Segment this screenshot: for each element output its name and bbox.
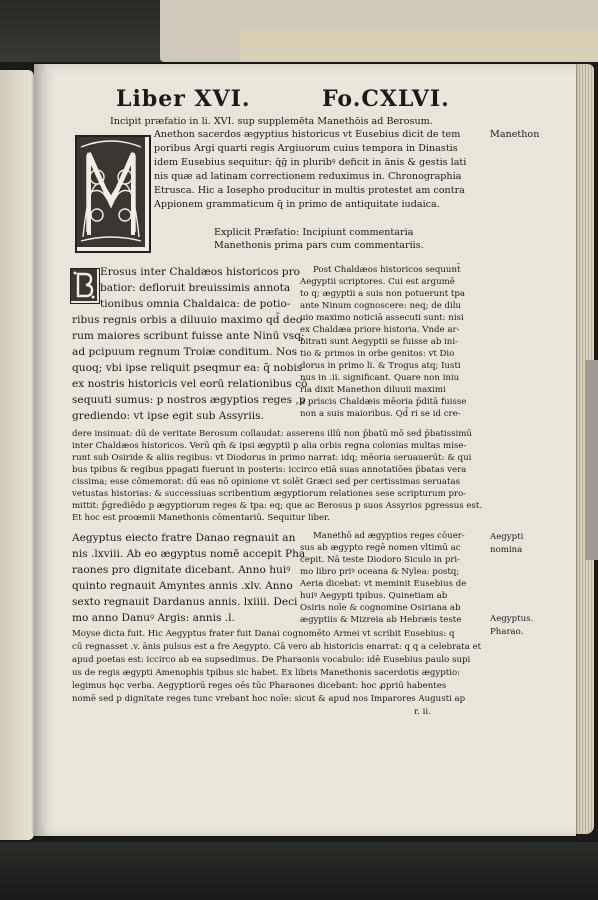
main-right-line: non a suis maioribus. Qd̄ ri se id cre-: [300, 409, 461, 419]
main-left-line: Erosus inter Chaldæos historicos pro: [100, 266, 301, 278]
commentary-line: bus tpibus & regibus ppagati fuerunt in posteris: iccirco etiā suas annotatiōes p̄batas vera: [72, 465, 467, 475]
initial-m-icon: [77, 137, 145, 247]
main-left-line: tionibus omnia Chaldaica: de potio-: [100, 298, 291, 310]
section2-left-line: sexto regnauit Dardanus annis. lxiiii. Deci: [72, 596, 298, 608]
commentary-line: vetustas historias: & successiuas scribentium ægyptiorum relationes sese scripturum pro-: [72, 489, 467, 499]
preface-line: Appionem grammaticum q̄ in primo de antiquitate iudaica.: [154, 199, 440, 210]
main-right-line: dorus in primo li. & Trogus atq; Iusti: [300, 361, 461, 371]
main-right-line: to q; ægyptii a suis non potuerunt tpa: [300, 289, 465, 299]
margin-note-nomina: nomina: [490, 545, 523, 555]
main-right-line: bitrati sunt Aegyptii se fuisse ab ini-: [300, 337, 458, 347]
main-left-line: sequuti sumus: p nostros ægyptios reges ,p: [72, 394, 306, 406]
main-left-line: grediendo: vt ipse egit sub Assyriis.: [72, 410, 264, 422]
margin-note-aegypti: Aegypti: [490, 532, 524, 542]
folio-number: Fo.CXLVI.: [322, 86, 450, 112]
section2-right-line: Aeria dicebat: vt meminit Eusebius de: [300, 579, 467, 589]
main-left-line: quoq; vbi ipse reliquit pseqmur ea: q̄ nobis: [72, 362, 303, 374]
section2-right-line: huiꝰ Aegypti tpibus. Quinetiam ab: [300, 591, 448, 601]
main-left-line: ad pcipuum regnum Troiæ conditum. Nos: [72, 346, 298, 358]
main-right-line: ex Chaldæa priore historia. Vnde ar-: [300, 325, 460, 335]
main-right-line: uio maximo noticiā assecuti sunt: nisi: [300, 313, 464, 323]
preface-line: Incipit præfatio in li. XVI. sup supplemēta Manethōis ad Berosum.: [110, 116, 433, 127]
section2-left-line: Aegyptus eiecto fratre Danao regnauit an: [72, 532, 296, 544]
commentary-line: mittit: p̄grediēdo p ægyptiorum reges & tpa: eq; que ac Berosus p suos Assyrios pgressus est.: [72, 501, 483, 511]
section2-right-line: ægyptiis & Mizreia ab Hebræis teste: [300, 615, 462, 625]
margin-note-manethon: Manethon: [490, 129, 540, 140]
main-right-line: Post Chaldæos historicos sequunt̄: [313, 265, 461, 275]
preface-line: Anethon sacerdos ægyptius historicus vt Eusebius dicit de tem: [154, 129, 461, 140]
final-line: legimus hęc verba. Aegyptiorū reges oēs tūc Pharaones dicebant: hoc ꝓpriū habentes: [72, 681, 447, 691]
preface-line: poribus Argi quarti regis Argiuorum cuius tempora in Dinastis: [154, 143, 458, 154]
final-line: cū regnasset .v. ānis pulsus est a fre Aegypto. Cā vero ab historicis enarrat: q q a celebrata et: [72, 642, 482, 652]
main-left-line: batior: defloruit breuissimis annota: [100, 282, 291, 294]
section2-right-line: mo libro priꝰ oceana & Nylea: postq;: [300, 567, 460, 577]
explicit-line: Manethonis prima pars cum commentariis.: [214, 240, 424, 251]
section2-left-line: nis .lxviii. Ab eo ægyptus nomē accepit Pha: [72, 548, 306, 560]
final-line: apud poetas est: iccirco ab ea supsedimus. De Pharaonis vocabulo: idē Eusebius paulo supi: [72, 655, 471, 665]
commentary-line: cissima; esse cōmemorat: dū eas nō opinione vt solēt Græci sed per certissimas seruatas: [72, 477, 460, 487]
section2-right-line: cepit. Nā teste Diodoro Siculo in pri-: [300, 555, 461, 565]
commentary-line: dere insinuat: dū de veritate Berosum collaudat: asserens illū non p̄batū mō sed p̄batissimū: [72, 429, 472, 439]
main-right-line: ante Ninum cognoscere: neq; de dilu: [300, 301, 462, 311]
section2-right-line: sus ab ægypto regē nomen vltimū ac: [300, 543, 461, 553]
main-right-line: a priscis Chaldæis mēoria p̄ditā fuisse: [300, 397, 467, 407]
main-left-line: ribus regnis orbis a diluuio maximo qd̄ deo: [72, 314, 303, 326]
section2-right-line: Osiris noīe & cognomine Osiriana ab: [300, 603, 461, 613]
main-right-line: tio & primos in orbe genitos: vt Dio: [300, 349, 455, 359]
margin-note-pharao: Pharao.: [490, 627, 524, 637]
section2-left-line: quinto regnauit Amyntes annis .xlv. Anno: [72, 580, 293, 592]
explicit-line: Explicit Præfatio: Incipiunt commentaria: [214, 227, 414, 238]
left-page-edge: [0, 70, 34, 840]
commentary-line: runt sub Osiride & aliis regibus: vt Diodorus in primo narrat: idq; mēoria seruauerūt: & qui: [72, 453, 472, 463]
backdrop-bottom: [0, 842, 598, 900]
commentary-line: Et hoc est proœmii Manethonis cōmentariū. Sequitur liber.: [72, 513, 330, 523]
signature-mark: r. ii.: [414, 707, 431, 717]
color-ruler: [585, 360, 598, 560]
main-right-line: Aegyptii scriptores. Cui est argumē: [300, 277, 455, 287]
section2-right-line: Manethō ad ægyptios reges cōuer-: [313, 531, 465, 541]
final-line: nomē sed p dignitate reges tunc vrebant hoc noīe: sicut & apud nos Imparores Augusti ap: [72, 694, 466, 704]
main-left-line: ex nostris historicis vel eorū relationibus cō: [72, 378, 308, 390]
decorated-initial-b: [70, 268, 100, 304]
section2-left-line: mo anno Danuꝰ Argis: annis .l.: [72, 612, 235, 624]
commentary-line: inter Chaldæos historicos. Verū qm̄ & ipsi ægyptii p alia orbis regna colonias multas mise-: [72, 441, 467, 451]
decorated-initial-m: [75, 135, 151, 253]
initial-b-icon: [71, 269, 97, 301]
running-head-liber: Liber XVI.: [116, 86, 251, 112]
preface-line: idem Eusebius sequitur: q̄ḡ in pluribꝰ deficit in ānis & gestis lati: [154, 157, 467, 168]
preface-line: nis quæ ad latinam correctionem reduximus in. Chronographia: [154, 171, 462, 182]
previous-page-highlight: [240, 30, 598, 60]
main-right-line: nus in .ii. significant. Quare non iniu: [300, 373, 460, 383]
margin-note-aegyptus: Aegyptus.: [490, 614, 534, 624]
section2-left-line: raones pro dignitate dicebant. Anno huiꝰ: [72, 564, 291, 576]
final-line: us de regis ægypti Amenophis tpibus sic habet. Ex libris Manethonis sacerdotis ægyptio:: [72, 668, 461, 678]
final-line: Moyse dicta fuit. Hic Aegyptus frater fuit Danai cognomēto Armei vt scribit Eusebius: q: [72, 629, 455, 639]
main-left-line: rum maiores scribunt fuisse ante Ninū vsq;: [72, 330, 305, 342]
main-right-line: ria dixit Manethon diluuii maximi: [300, 385, 446, 395]
preface-line: Etrusca. Hic a Iosepho producitur in multis protestet am contra: [154, 185, 465, 196]
